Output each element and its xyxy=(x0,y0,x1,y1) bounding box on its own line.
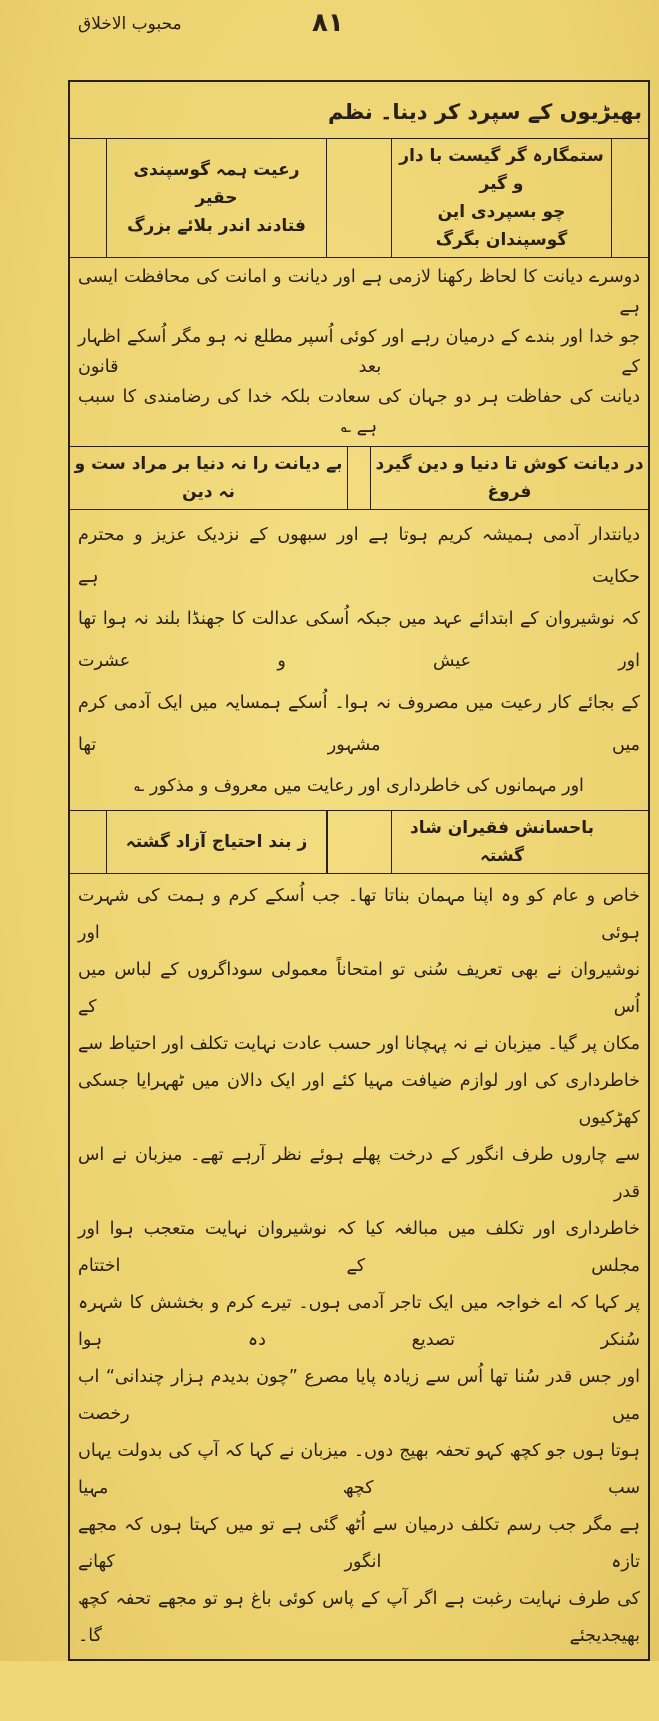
paragraph-1 xyxy=(70,258,648,447)
text-line: خاص و عام کو وہ اپنا مہمان بناتا تھا۔ جب اُسکے کرم و ہمت کی شہرت ہوئی اور xyxy=(78,886,640,943)
verse-cell-right xyxy=(391,139,612,257)
verse-row-2 xyxy=(70,447,648,510)
text-line: نوشیروان نے بھی تعریف سُنی تو امتحاناً معمولی سوداگروں کے لباس میں اُس کے xyxy=(78,960,640,1017)
text-line: جو خدا اور بندے کے درمیان رہے اور کوئی اُسپر مطلع نہ ہو مگر اُسکے اظہار کے بعد قانون xyxy=(78,327,640,377)
verse-line: ستمگارہ گر گیست با دار و گیر xyxy=(399,146,604,194)
text-frame xyxy=(68,80,650,1661)
verse-line: رعیت ہمہ گوسپندی حقیر xyxy=(133,160,300,208)
text-line: دیانتدار آدمی ہمیشہ کریم ہوتا ہے اور سبھوں کے نزدیک عزیز و محترم حکایت ہے xyxy=(78,525,640,587)
verse-line: فتادند اندر بلائے بزرگ xyxy=(127,216,306,236)
verse-spacer xyxy=(327,139,391,257)
verse-line: بے دیانت را نہ دنیا بر مراد ست و نہ دین xyxy=(74,454,343,502)
verse-line: باحسانش فقیران شاد گشتہ xyxy=(410,818,594,866)
text-line: ہے مگر جب رسم تکلف درمیان سے اُٹھ گئی ہے تو میں کہتا ہوں کہ مجھے تازہ انگور کھانے xyxy=(78,1515,640,1572)
text-line: ہوتا ہوں جو کچھ کہو تحفہ بھیج دوں۔ میزبان نے کہا کہ آپ کی بدولت یہاں سب کچھ مہیا xyxy=(78,1441,640,1498)
verse-cell-left xyxy=(106,811,327,873)
text-line: خاطرداری اور تکلف میں مبالغہ کیا کہ نوشیروان نہایت متعجب ہوا اور مجلس کے اختتام xyxy=(78,1219,640,1276)
section-heading-row xyxy=(70,82,648,139)
paragraph-3 xyxy=(70,874,648,1659)
verse-spacer xyxy=(612,811,648,873)
page-header xyxy=(0,0,659,80)
text-line: کی طرف نہایت رغبت ہے اگر آپ کے پاس کوئی باغ ہو تو مجھے تحفہ کچھ بھیجدیجئے گا۔ xyxy=(78,1589,640,1646)
text-line: اور مہمانوں کی خاطرداری اور رعایت میں معروف و مذکور ؎ xyxy=(134,776,584,796)
running-title: محبوب الاخلاق xyxy=(78,14,182,34)
text-line: مکان پر گیا۔ میزبان نے نہ پہچانا اور حسب عادت نہایت تکلف اور احتیاط سے xyxy=(78,1034,640,1054)
verse-spacer xyxy=(70,811,106,873)
verse-spacer xyxy=(612,139,648,257)
verse-row-3 xyxy=(70,811,648,874)
verse-spacer xyxy=(70,139,106,257)
text-line: دوسرے دیانت کا لحاظ رکھنا لازمی ہے اور دیانت و امانت کی محافظت ایسی ہے xyxy=(78,267,640,317)
text-line: کے بجائے کار رعیت میں مصروف نہ ہوا۔ اُسکے ہمسایہ میں ایک آدمی کرم میں مشہور تھا xyxy=(78,693,640,755)
verse-line: چو بسپردی این گوسپندان بگرگ xyxy=(435,202,568,250)
verse-line: ز بند احتیاج آزاد گشتہ xyxy=(125,832,308,852)
text-line: اور جس قدر سُنا تھا اُس سے زیادہ پایا مصرع ”چون بدیدم ہزار چندانی“ اب میں رخصت xyxy=(78,1367,640,1424)
verse-divider xyxy=(347,447,371,509)
verse-line: در دیانت کوش تا دنیا و دین گیرد فروغ xyxy=(375,454,644,502)
text-line: دیانت کی حفاظت ہر دو جہان کی سعادت بلکہ خدا کی رضامندی کا سبب ہے ؎ xyxy=(78,387,640,437)
verse-cell-left xyxy=(106,139,327,257)
text-line: پر کہا کہ اے خواجہ میں ایک تاجر آدمی ہوں۔ تیرے کرم و بخشش کا شہرہ سُنکر تصدیع دہ ہوا xyxy=(78,1293,640,1350)
verse-cell-right xyxy=(391,811,612,873)
verse-cell-right xyxy=(371,447,648,509)
section-heading: بھیڑیوں کے سپرد کر دینا۔ نظم xyxy=(327,100,642,124)
verse-spacer xyxy=(327,811,391,873)
verse-row-1 xyxy=(70,139,648,258)
text-line: خاطرداری کی اور لوازم ضیافت مہیا کئے اور ایک دالان میں ٹھہرایا جسکی کھڑکیوں xyxy=(78,1071,640,1128)
text-line: کہ نوشیروان کے ابتدائے عہد میں جبکہ اُسکی عدالت کا جھنڈا بلند نہ ہوا تھا اور عیش و عشرت xyxy=(78,609,640,671)
page-number: ٨١ xyxy=(312,8,344,38)
verse-cell-left xyxy=(70,447,347,509)
paragraph-2 xyxy=(70,510,648,811)
text-line: سے چاروں طرف انگور کے درخت پھلے ہوئے نظر آرہے تھے۔ میزبان نے اس قدر xyxy=(78,1145,640,1202)
